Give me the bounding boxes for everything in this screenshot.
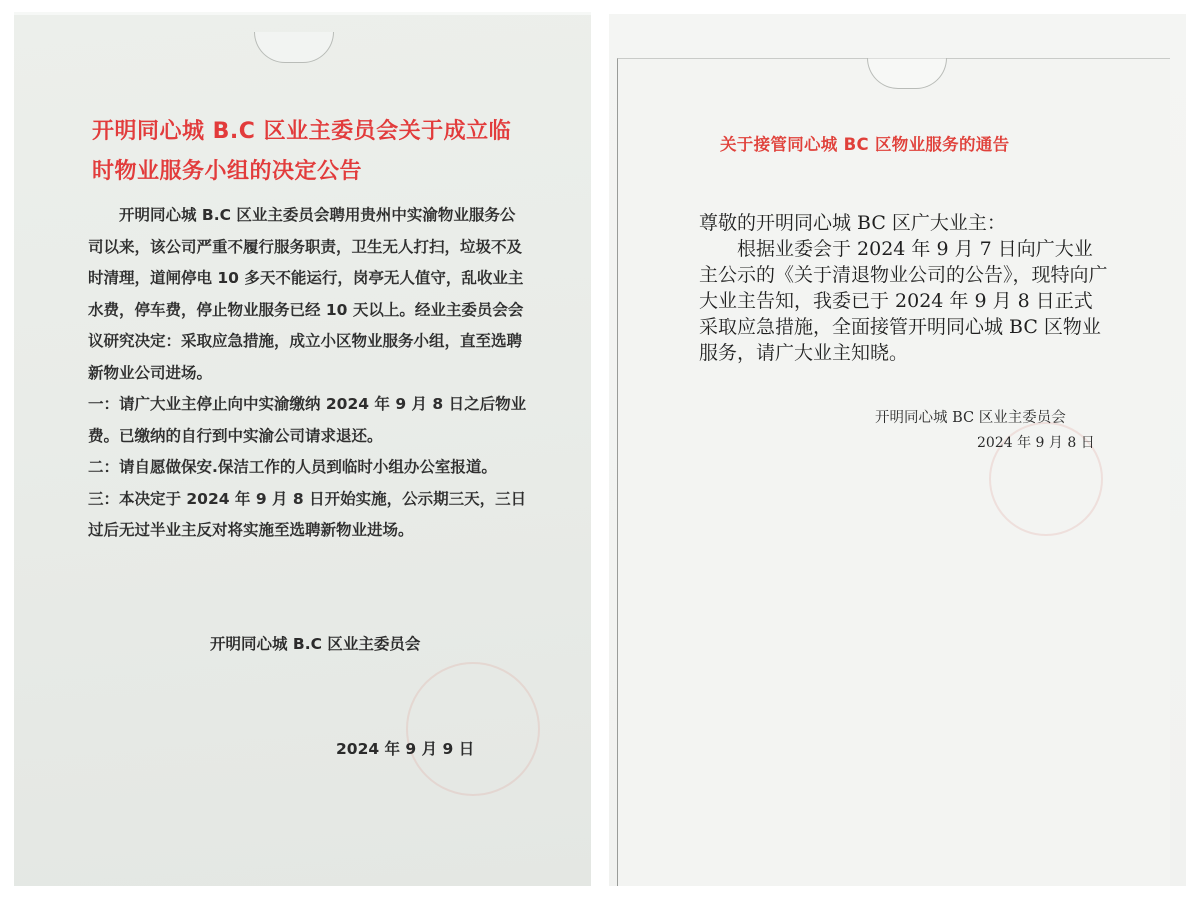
right-notice-signature: 开明同心城 BC 区业主委员会 <box>875 410 1066 426</box>
left-notice-paragraph: 开明同心城 B.C 区业主委员会聘用贵州中实渝物业服务公司以来，该公司严重不履行服务职责，卫生无人打扫，垃圾不及时清理，道闸停电 10 多天不能运行，岗亭无人值守，乱收业主水费，停车费，停止物业服务已经 10 天以上。经业主委员会会议研究决定：采取应急措施，成立小区物业服务小组，直至选聘新物业公司进场。 <box>88 206 524 382</box>
sleeve-top-edge <box>14 12 591 15</box>
left-notice-photo <box>14 12 591 886</box>
sleeve-notch <box>254 32 334 63</box>
left-notice-paragraph: 二：请自愿做保安.保洁工作的人员到临时小组办公室报道。 <box>88 458 497 476</box>
right-notice-paragraph: 根据业委会于 2024 年 9 月 7 日向广大业主公示的《关于清退物业公司的公告》，现特向广大业主告知，我委已于 2024 年 9 月 8 日正式采取应急措施，全面接管开明同心城 BC 区物业服务，请广大业主知晓。 <box>699 238 1108 364</box>
right-notice-date: 2024 年 9 月 8 日 <box>977 435 1095 451</box>
left-notice-title: 开明同心城 B.C 区业主委员会关于成立临时物业服务小组的决定公告 <box>92 119 512 184</box>
left-notice-date: 2024 年 9 月 9 日 <box>336 740 475 758</box>
left-red-seal <box>406 662 540 796</box>
left-notice-body <box>88 200 528 547</box>
right-notice-photo <box>609 14 1186 886</box>
left-notice-paragraph: 一：请广大业主停止向中实渝缴纳 2024 年 9 月 8 日之后物业费。已缴纳的自行到中实渝公司请求退还。 <box>88 395 527 445</box>
left-notice-paragraph: 三：本决定于 2024 年 9 月 8 日开始实施，公示期三天，三日过后无过半业主反对将实施至选聘新物业进场。 <box>88 489 527 539</box>
right-notice-title: 关于接管同心城 BC 区物业服务的通告 <box>720 135 1010 154</box>
left-notice-signature: 开明同心城 B.C 区业主委员会 <box>210 635 421 653</box>
right-notice-salutation: 尊敬的开明同心城 BC 区广大业主： <box>699 212 1006 234</box>
right-notice-body <box>699 210 1109 366</box>
